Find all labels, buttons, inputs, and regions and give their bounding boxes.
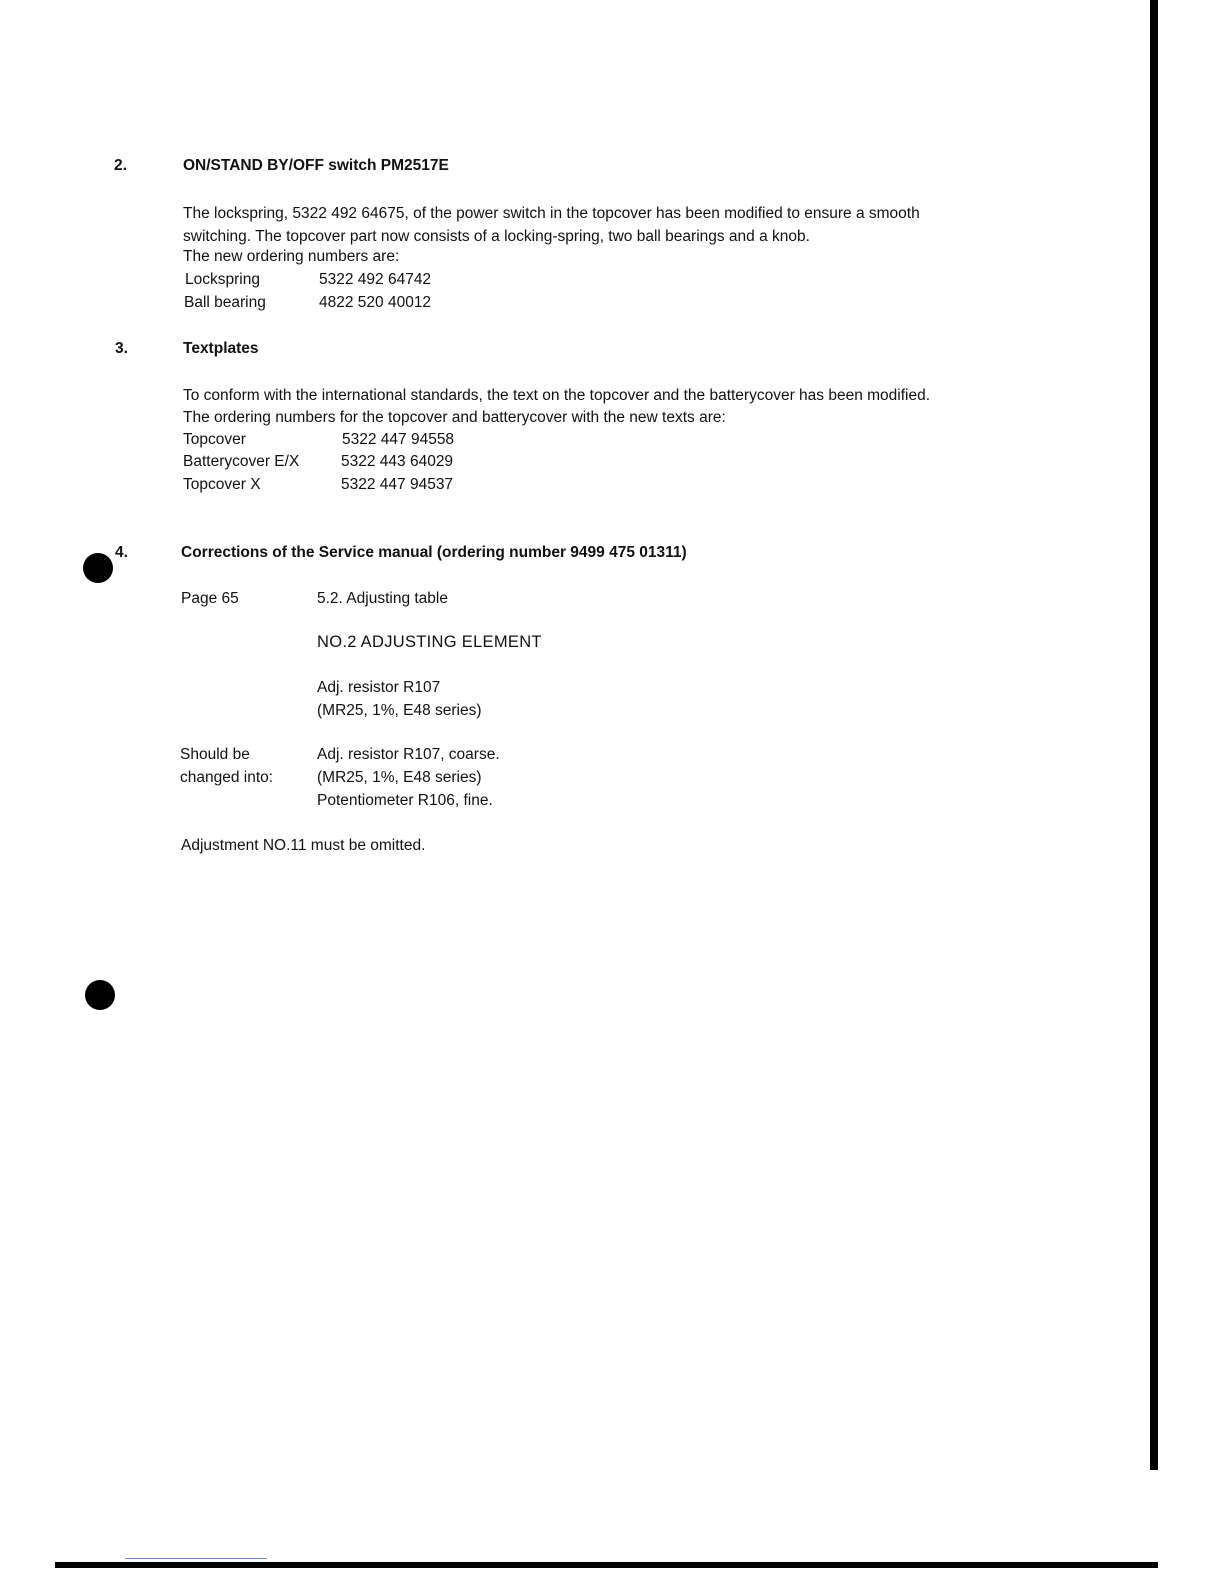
element-heading: NO.2 ADJUSTING ELEMENT [317,633,542,651]
original-line-1: Adj. resistor R107 [317,679,441,696]
part-name: Topcover [183,431,246,448]
part-number: 5322 447 94558 [342,431,455,448]
part-number: 5322 492 64742 [319,271,432,288]
section-3-body-line-1: To conform with the international standards, the text on the topcover and the batterycover has been modified. [183,387,931,404]
scan-edge-right [1150,0,1158,1470]
section-4-number: 4. [115,544,128,561]
scan-edge-blue-line [125,1558,267,1559]
part-number: 5322 443 64029 [341,453,454,470]
part-name: Lockspring [185,271,260,288]
section-2-number: 2. [114,157,127,174]
section-2-body-line-2: switching. The topcover part now consists of a locking-spring, two ball bearings and a knob. [183,228,810,245]
omission-note: Adjustment NO.11 must be omitted. [181,837,426,854]
section-3-body-line-2: The ordering numbers for the topcover and batterycover with the new texts are: [183,409,726,426]
section-2-title: ON/STAND BY/OFF switch PM2517E [183,157,449,174]
part-name: Batterycover E/X [183,453,300,470]
section-4-title: Corrections of the Service manual (ordering number 9499 475 01311) [181,544,687,561]
changed-line-2: (MR25, 1%, E48 series) [317,769,482,786]
section-2-body-line-1: The lockspring, 5322 492 64675, of the power switch in the topcover has been modified to ensure a smooth [183,205,920,222]
section-3-title: Textplates [183,340,259,357]
section-2-body-line-3: The new ordering numbers are: [183,248,400,265]
change-label-line-2: changed into: [180,769,274,786]
page-reference: Page 65 [181,590,239,607]
part-name: Ball bearing [184,294,266,311]
change-label-line-1: Should be [180,746,250,763]
changed-line-3: Potentiometer R106, fine. [317,792,493,809]
changed-line-1: Adj. resistor R107, coarse. [317,746,500,763]
part-number: 4822 520 40012 [319,294,432,311]
punch-hole-upper [83,553,113,583]
section-3-number: 3. [115,340,128,357]
scan-edge-bottom [55,1562,1158,1568]
part-name: Topcover X [183,476,261,493]
table-reference: 5.2. Adjusting table [317,590,448,607]
original-line-2: (MR25, 1%, E48 series) [317,702,482,719]
punch-hole-lower [85,980,115,1010]
part-number: 5322 447 94537 [341,476,454,493]
